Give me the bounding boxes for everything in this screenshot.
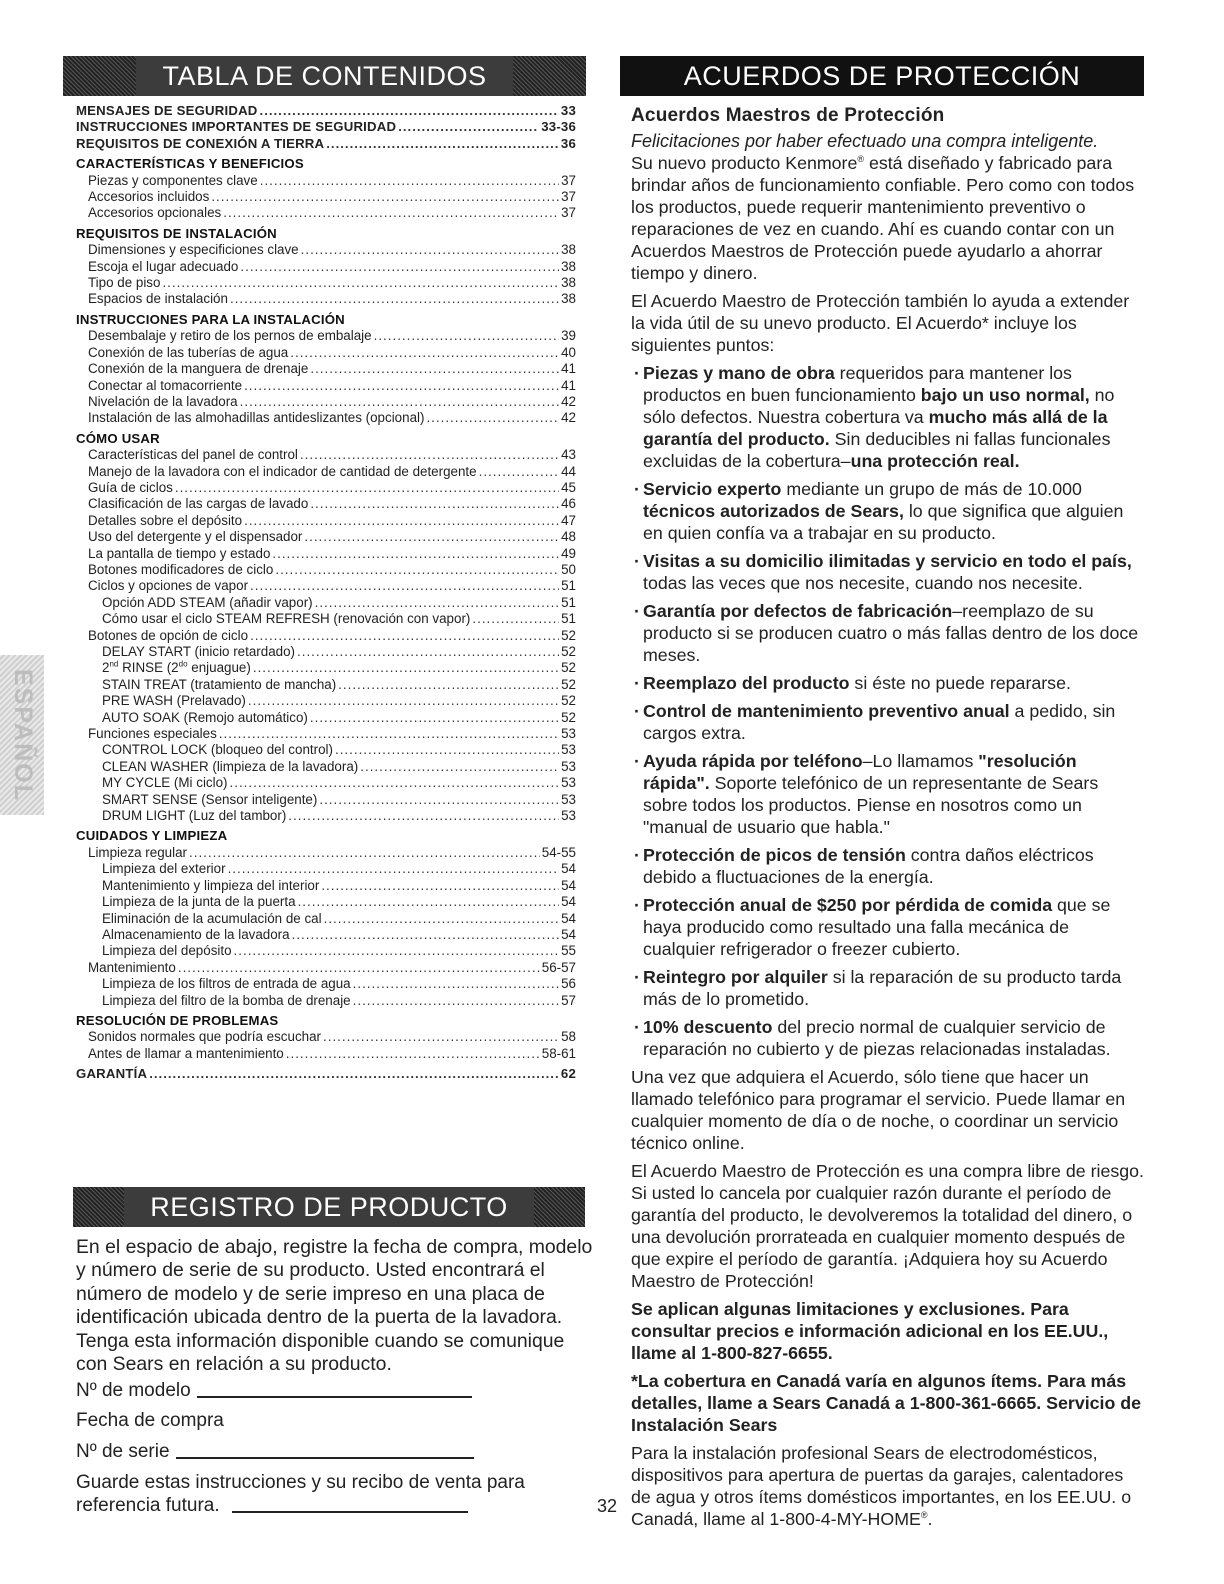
toc-leader-dots xyxy=(479,464,559,480)
toc-entry-title: Detalles sobre el depósito xyxy=(88,512,243,528)
toc-section-heading: REQUISITOS DE INSTALACIÓN xyxy=(76,225,277,241)
toc-entry-title: AUTO SOAK (Remojo automático) xyxy=(102,709,308,725)
toc-entry-page: 54-55 xyxy=(541,844,576,860)
toc-leader-dots xyxy=(248,693,559,709)
toc-entry-title: Desembalaje y retiro de los pernos de embalaje xyxy=(88,328,372,344)
toc-entry xyxy=(76,496,576,512)
toc-entry xyxy=(76,562,576,578)
toc-leader-dots xyxy=(223,205,559,221)
toc-leader-dots xyxy=(300,447,559,463)
toc-entry-page: 48 xyxy=(561,529,576,545)
toc-leader-dots xyxy=(219,726,559,742)
toc-entry-title: Limpieza de la junta de la puerta xyxy=(102,894,296,910)
toc-entry-page: 42 xyxy=(561,393,576,409)
toc-leader-dots xyxy=(260,103,559,119)
toc-leader-dots xyxy=(315,595,559,611)
toc-entry xyxy=(76,242,576,258)
toc-entry-page: 37 xyxy=(561,205,576,221)
toc-leader-dots xyxy=(324,911,560,927)
toc-entry-page: 62 xyxy=(560,1066,576,1082)
toc-leader-dots xyxy=(286,1046,540,1062)
benefit-item: · Visitas a su domicilio ilimitadas y servicio en todo el país, todas las veces que nos necesite, cuando nos necesite. xyxy=(634,551,1132,593)
registration-instructions: En el espacio de abajo, registre la fecha de compra, modelo y número de serie de su producto. Usted encontrará el número de modelo y de serie impreso en una placa de identificación ubicada dentro de la puerta de la lavadora. Tenga esta información disponible cuando se comunique con Sears en relación a su producto. xyxy=(76,1236,593,1376)
toc-section xyxy=(76,828,576,1008)
toc-entry-page: 57 xyxy=(561,992,576,1008)
toc-section-heading: CÓMO USAR xyxy=(76,430,160,446)
toc-entry-title: Limpieza del depósito xyxy=(102,943,232,959)
toc-entry xyxy=(76,595,576,611)
toc-leader-dots xyxy=(292,927,560,943)
toc-entry-page: 52 xyxy=(561,693,576,709)
toc-entry-title: Manejo de la lavadora con el indicador de cantidad de detergente xyxy=(88,463,477,479)
toc-section xyxy=(76,431,576,825)
toc-entry xyxy=(76,259,576,275)
registered-mark: ® xyxy=(857,154,865,165)
toc-entry xyxy=(76,189,576,205)
toc-entry xyxy=(76,345,576,361)
toc-entry-title: Sonidos normales que podría escuchar xyxy=(88,1029,321,1045)
toc-entry-title: 2nd RINSE ($2^{do}$ enjuague) xyxy=(102,659,251,676)
toc-entry-title: Piezas y componentes clave xyxy=(88,172,258,188)
toc-section xyxy=(76,1013,576,1062)
toc-leader-dots xyxy=(310,496,559,512)
toc-entry-page: 52 xyxy=(561,644,576,659)
toc-entry xyxy=(76,677,576,693)
toc-entry-title: Eliminación de la acumulación de cal xyxy=(102,910,322,926)
installation-text: Para la instalación profesional Sears de electrodomésticos, dispositivos para apertura de puertas da garajes, calentadores de agua y otros ítems domésticos importantes, en los EE.UU. o Canadá, llame al 1-800-4-MY-HOME xyxy=(631,1443,1132,1529)
toc-entry xyxy=(76,960,576,976)
toc-entry-title: Nivelación de la lavadora xyxy=(88,393,238,409)
toc-entry-page: 54 xyxy=(561,861,576,877)
toc-leader-dots xyxy=(310,361,559,377)
benefit-item: · Garantía por defectos de fabricación–reemplazo de su producto si se producen cuatro o más fallas dentro de los doce meses. xyxy=(634,601,1139,665)
toc-leader-dots xyxy=(250,628,559,644)
benefit-item: · Piezas y mano de obra requeridos para mantener los productos en buen funcionamiento bajo un uso normal, no sólo defectos. Nuestra cobertura va mucho más allá de la garantía del producto. Sin deducibles ni fallas funcionales excluidas de la cobertura–una protección real. xyxy=(634,363,1115,471)
toc-entry-title: STAIN TREAT (tratamiento de mancha) xyxy=(102,676,337,692)
serial-number-line xyxy=(176,1457,474,1459)
toc-entry xyxy=(76,275,576,291)
toc-leader-dots xyxy=(149,1066,559,1082)
table-of-contents xyxy=(76,103,576,1083)
toc-leader-dots xyxy=(374,328,560,344)
toc-entry xyxy=(76,173,576,189)
toc-entry-page: 58-61 xyxy=(541,1045,576,1061)
toc-leader-dots xyxy=(338,677,559,693)
toc-entry xyxy=(76,845,576,861)
toc-entry-title: INSTRUCCIONES IMPORTANTES DE SEGURIDAD xyxy=(76,119,397,135)
toc-entry-page: 52 xyxy=(561,660,576,676)
toc-entry-title: Uso del detergente y el dispensador xyxy=(88,529,303,545)
toc-entry-page: 51 xyxy=(561,578,576,594)
toc-entry-title: Instalación de las almohadillas antideslizantes (opcional) xyxy=(88,410,425,426)
toc-entry xyxy=(76,759,576,775)
toc-leader-dots xyxy=(228,861,560,877)
toc-section-heading: RESOLUCIÓN DE PROBLEMAS xyxy=(76,1012,279,1028)
toc-leader-dots xyxy=(321,878,559,894)
benefit-item: · Control de mantenimiento preventivo anual a pedido, sin cargos extra. xyxy=(634,701,1116,743)
toc-leader-dots xyxy=(301,242,559,258)
toc-section-heading: INSTRUCCIONES PARA LA INSTALACIÓN xyxy=(76,311,345,327)
toc-entry-title: PRE WASH (Prelavado) xyxy=(102,693,246,709)
toc-leader-dots xyxy=(230,775,560,791)
toc-entry-page: 45 xyxy=(561,479,576,495)
toc-entry-page: 53 xyxy=(561,808,576,824)
language-side-tab xyxy=(0,655,44,815)
toc-entry-title: Accesorios incluidos xyxy=(88,189,210,205)
toc-entry xyxy=(76,291,576,307)
toc-entry-title: Limpieza del exterior xyxy=(102,861,226,877)
toc-entry xyxy=(76,611,576,627)
toc-leader-dots xyxy=(353,976,559,992)
toc-entry-page: 56 xyxy=(561,976,576,992)
toc-leader-dots xyxy=(297,644,559,660)
toc-entry-page: 53 xyxy=(561,742,576,758)
toc-leader-dots xyxy=(240,259,559,275)
intro-text-b: está diseñado y fabricado para brindar años de funcionamiento confiable. Pero como con todos los productos, puede requerir mantenimiento preventivo o reparaciones de vez en cuando. Ahí es cuando contar con un Acuerdos Maestros de Protección puede ayudarlo a ahorrar tiempo y dinero. xyxy=(631,153,1135,283)
toc-entry-page: 33 xyxy=(560,103,576,118)
toc-entry-page: 55 xyxy=(561,943,576,959)
toc-entry xyxy=(76,878,576,894)
toc-entry-title: SMART SENSE (Sensor inteligente) xyxy=(102,791,318,807)
toc-entry xyxy=(76,328,576,344)
toc-entry xyxy=(76,911,576,927)
toc-entry-title: Conexión de las tuberías de agua xyxy=(88,344,289,360)
toc-entry xyxy=(76,103,576,119)
toc-entry xyxy=(76,1066,576,1082)
toc-leader-dots xyxy=(353,993,559,1009)
model-number-field[interactable] xyxy=(76,1380,472,1402)
toc-leader-dots xyxy=(234,943,560,959)
toc-entry xyxy=(76,205,576,221)
toc-entry xyxy=(76,943,576,959)
toc-entry-page: 54 xyxy=(561,877,576,893)
toc-entry-title: Guía de ciclos xyxy=(88,479,173,495)
toc-entry-page: 44 xyxy=(561,463,576,479)
toc-leader-dots xyxy=(472,611,559,627)
page-number: 32 xyxy=(597,1496,618,1516)
toc-entry-title: La pantalla de tiempo y estado xyxy=(88,545,271,561)
toc-entry-page: 33-36 xyxy=(541,119,576,135)
toc-leader-dots xyxy=(240,394,559,410)
toc-entry-title: CONTROL LOCK (bloqueo del control) xyxy=(102,742,333,758)
toc-entry xyxy=(76,361,576,377)
toc-leader-dots xyxy=(426,410,559,426)
toc-entry-page: 50 xyxy=(561,561,576,577)
registration-title: REGISTRO DE PRODUCTO xyxy=(124,1187,534,1227)
toc-entry xyxy=(76,861,576,877)
toc-entry xyxy=(76,529,576,545)
toc-entry-page: 53 xyxy=(561,726,576,742)
toc-entry-title: Mantenimiento xyxy=(88,959,176,975)
toc-leader-dots xyxy=(310,710,559,726)
installation-paragraph: Para la instalación profesional Sears de electrodomésticos, dispositivos para apertura de puertas da garajes, calentadores de agua y otros ítems domésticos importantes, en los EE.UU. o Canadá, llame al 1-800-4-MY-HOME®. xyxy=(631,1443,1132,1529)
intro-text-a: Su nuevo producto Kenmore xyxy=(631,153,858,173)
benefit-item: · Reemplazo del producto si éste no puede repararse. xyxy=(634,673,1071,693)
toc-entry-title: Conectar al tomacorriente xyxy=(88,377,243,393)
toc-section-heading: CUIDADOS Y LIMPIEZA xyxy=(76,828,228,844)
benefit-item: · Servicio experto mediante un grupo de más de 10.000 técnicos autorizados de Sears, lo que significa que alguien en quien confía va a trabajar en su producto. xyxy=(634,479,1124,543)
protection-subtitle: Acuerdos Maestros de Protección xyxy=(631,105,945,126)
toc-entry xyxy=(76,378,576,394)
toc-entry xyxy=(76,976,576,992)
toc-entry-page: 53 xyxy=(561,775,576,791)
toc-entry-title: DELAY START (inicio retardado) xyxy=(102,644,296,659)
toc-leader-dots xyxy=(260,173,559,189)
toc-leader-dots xyxy=(211,189,559,205)
toc-entry-page: 51 xyxy=(561,611,576,627)
benefit-item: · Protección anual de $250 por pérdida de comida que se haya producido como resultado una falla mecánica de cualquier refrigerador o freezer cubierto. xyxy=(634,895,1111,959)
toc-leader-dots xyxy=(290,345,559,361)
toc-entry-title: Ciclos y opciones de vapor xyxy=(88,578,249,594)
toc-leader-dots xyxy=(275,562,559,578)
model-number-line xyxy=(197,1396,472,1398)
toc-entry xyxy=(76,775,576,791)
toc-entry-page: 36 xyxy=(560,135,576,151)
purchase-date-field[interactable] xyxy=(76,1410,224,1432)
registered-mark: ® xyxy=(920,1510,928,1521)
toc-entry xyxy=(76,710,576,726)
toc-entry-title: Limpieza del filtro de la bomba de drenaje xyxy=(102,992,351,1008)
toc-entry-page: 38 xyxy=(561,258,576,274)
benefit-item: · Ayuda rápida por teléfono–Lo llamamos "resolución rápida". Soporte telefónico de un representante de Sears sobre todos los productos. Piense en nosotros como un "manual de usuario que habla." xyxy=(634,751,1099,837)
risk-free-paragraph: El Acuerdo Maestro de Protección es una compra libre de riesgo. Si usted lo cancela por cualquier razón durante el período de garantía del producto, le devolveremos la totalidad del dinero, o una devolución prorrateada en cualquier momento después de que expire el período de garantía. ¡Adquiera hoy su Acuerdo Maestro de Protección! xyxy=(631,1161,1144,1291)
toc-entry-title: Características del panel de control xyxy=(88,447,298,463)
keep-line xyxy=(232,1511,468,1513)
toc-leader-dots xyxy=(244,378,559,394)
toc-entry-title: Funciones especiales xyxy=(88,726,217,742)
toc-entry-page: 56-57 xyxy=(541,959,576,975)
toc-entry-title: Cómo usar el ciclo STEAM REFRESH (renovación con vapor) xyxy=(102,611,471,627)
toc-entry-page: 41 xyxy=(561,361,576,377)
toc-leader-dots xyxy=(323,1029,559,1045)
toc-entry xyxy=(76,742,576,758)
toc-leader-dots xyxy=(272,546,559,562)
toc-entry-title: CLEAN WASHER (limpieza de la lavadora) xyxy=(102,758,359,774)
toc-entry-title: Clasificación de las cargas de lavado xyxy=(88,496,309,512)
toc-section xyxy=(76,156,576,222)
toc-entry xyxy=(76,644,576,660)
toc-entry-page: 47 xyxy=(561,512,576,528)
toc-entry-title: MY CYCLE (Mi ciclo) xyxy=(102,775,228,791)
toc-header xyxy=(63,56,586,96)
toc-leader-dots xyxy=(175,480,559,496)
toc-leader-dots xyxy=(189,845,540,861)
toc-entry-page: 46 xyxy=(561,496,576,512)
limitations-paragraph: Se aplican algunas limitaciones y exclusiones. Para consultar precios e información adicional en los EE.UU., llame al 1-800-827-6655. xyxy=(631,1299,1109,1363)
toc-entry-page: 51 xyxy=(561,594,576,610)
toc-entry xyxy=(76,808,576,824)
benefit-item: · 10% descuento del precio normal de cualquier servicio de reparación no cubierto y de piezas relacionadas instaladas. xyxy=(634,1017,1111,1059)
benefits-list xyxy=(631,362,1146,1060)
toc-entry-page: 52 xyxy=(561,676,576,692)
toc-entry-page: 54 xyxy=(561,894,576,910)
toc-entry xyxy=(76,480,576,496)
toc-entry-title: Tipo de piso xyxy=(88,275,161,291)
toc-entry-title: MENSAJES DE SEGURIDAD xyxy=(76,103,258,118)
toc-entry-title: Limpieza de los filtros de entrada de agua xyxy=(102,976,351,992)
serial-number-field[interactable] xyxy=(76,1441,474,1463)
toc-leader-dots xyxy=(288,808,559,824)
toc-entry-title: Botones modificadores de ciclo xyxy=(88,561,274,577)
toc-entry-page: 54 xyxy=(561,910,576,926)
toc-entry-title: DRUM LIGHT (Luz del tambor) xyxy=(102,808,287,824)
keep-instructions-note xyxy=(76,1471,596,1518)
toc-entry-page: 38 xyxy=(561,291,576,307)
toc-section-heading: CARACTERÍSTICAS Y BENEFICIOS xyxy=(76,156,304,172)
intro-paragraph xyxy=(631,152,1146,284)
toc-leader-dots xyxy=(326,136,559,152)
toc-entry-page: 37 xyxy=(561,189,576,205)
protection-header xyxy=(620,56,1144,96)
toc-entry-page: 38 xyxy=(561,275,576,291)
toc-entry xyxy=(76,660,576,676)
toc-entry-page: 52 xyxy=(561,627,576,643)
toc-entry xyxy=(76,894,576,910)
toc-entry-page: 49 xyxy=(561,545,576,561)
toc-entry-page: 40 xyxy=(561,344,576,360)
toc-leader-dots xyxy=(398,119,539,135)
toc-entry-title: Mantenimiento y limpieza del interior xyxy=(102,877,320,893)
toc-entry xyxy=(76,993,576,1009)
keep-text-1: Guarde estas instrucciones y su recibo de venta para xyxy=(76,1472,525,1493)
toc-leader-dots xyxy=(360,759,559,775)
toc-entry-page: 39 xyxy=(561,328,576,344)
toc-entry xyxy=(76,578,576,594)
toc-entry xyxy=(76,464,576,480)
toc-entry xyxy=(76,927,576,943)
benefit-item: · Reintegro por alquiler si la reparación de su producto tarda más de lo prometido. xyxy=(634,967,1122,1009)
toc-entry-page: 58 xyxy=(561,1029,576,1045)
toc-entry-title: Almacenamiento de la lavadora xyxy=(102,926,290,942)
toc-entry-title: Antes de llamar a mantenimiento xyxy=(88,1045,284,1061)
toc-entry-title: GARANTÍA xyxy=(76,1066,148,1082)
toc-entry xyxy=(76,447,576,463)
toc-entry-title: Accesorios opcionales xyxy=(88,205,222,221)
toc-entry-title: Dimensiones y especificiones clave xyxy=(88,242,299,258)
protection-title: ACUERDOS DE PROTECCIÓN xyxy=(683,60,1081,91)
toc-leader-dots xyxy=(304,529,559,545)
toc-leader-dots xyxy=(244,513,559,529)
toc-entry xyxy=(76,546,576,562)
toc-entry-title: Limpieza regular xyxy=(88,844,187,860)
toc-entry xyxy=(76,792,576,808)
canada-coverage-paragraph: *La cobertura en Canadá varía en algunos ítems. Para más detalles, llame a Sears Canadá a 1-800-361-6665. Servicio de Instalación Sears xyxy=(631,1371,1142,1435)
toc-entry-page: 53 xyxy=(561,791,576,807)
toc-entry xyxy=(76,1029,576,1045)
toc-leader-dots xyxy=(250,578,559,594)
toc-entry xyxy=(76,136,576,152)
toc-entry-page: 43 xyxy=(561,447,576,463)
language-label: ESPAÑOL xyxy=(8,668,37,802)
toc-leader-dots xyxy=(298,894,560,910)
toc-entry-page: 41 xyxy=(561,377,576,393)
toc-entry-title: Espacios de instalación xyxy=(88,291,228,307)
toc-entry-title: Escoja el lugar adecuado xyxy=(88,258,239,274)
benefit-item: · Protección de picos de tensión contra daños eléctricos debido a fluctuaciones de la energía. xyxy=(634,845,1094,887)
toc-leader-dots xyxy=(253,660,559,676)
how-to-schedule-paragraph: Una vez que adquiera el Acuerdo, sólo tiene que hacer un llamado telefónico para programar el servicio. Puede llamar en cualquier momento de día o de noche, o coordinar un servicio técnico online. xyxy=(631,1067,1126,1153)
toc-entry-page: 38 xyxy=(561,242,576,258)
purchase-date-label: Fecha de compra xyxy=(76,1410,224,1431)
toc-leader-dots xyxy=(230,291,559,307)
toc-entry-title: Botones de opción de ciclo xyxy=(88,627,249,643)
toc-entry xyxy=(76,410,576,426)
toc-section xyxy=(76,226,576,308)
toc-entry-title: Opción ADD STEAM (añadir vapor) xyxy=(102,594,313,610)
toc-entry-page: 42 xyxy=(561,410,576,426)
toc-entry xyxy=(76,394,576,410)
keep-text-2: referencia futura. xyxy=(76,1495,220,1517)
toc-entry-title: REQUISITOS DE CONEXIÓN A TIERRA xyxy=(76,135,325,151)
toc-entry-page: 37 xyxy=(561,172,576,188)
toc-entry-page: 54 xyxy=(561,926,576,942)
extend-paragraph: El Acuerdo Maestro de Protección también lo ayuda a extender la vida útil de su unevo producto. El Acuerdo* incluye los siguientes puntos: xyxy=(631,291,1130,355)
toc-entry xyxy=(76,513,576,529)
toc-section xyxy=(76,312,576,427)
toc-entry xyxy=(76,693,576,709)
protection-content xyxy=(631,105,1146,1536)
toc-entry-page: 52 xyxy=(561,709,576,725)
toc-entry xyxy=(76,726,576,742)
toc-entry xyxy=(76,628,576,644)
toc-entry xyxy=(76,119,576,135)
toc-entry xyxy=(76,1046,576,1062)
toc-entry-title: Conexión de la manguera de drenaje xyxy=(88,361,309,377)
toc-leader-dots xyxy=(319,792,559,808)
toc-leader-dots xyxy=(162,275,559,291)
congratulations-text: Felicitaciones por haber efectuado una compra inteligente. xyxy=(631,131,1099,151)
toc-leader-dots xyxy=(178,960,540,976)
serial-number-label: Nº de serie xyxy=(76,1441,170,1462)
toc-leader-dots xyxy=(335,742,559,758)
toc-entry-page: 53 xyxy=(561,758,576,774)
model-number-label: Nº de modelo xyxy=(76,1380,191,1401)
toc-title: TABLA DE CONTENIDOS xyxy=(136,56,512,96)
registration-header xyxy=(73,1187,585,1227)
